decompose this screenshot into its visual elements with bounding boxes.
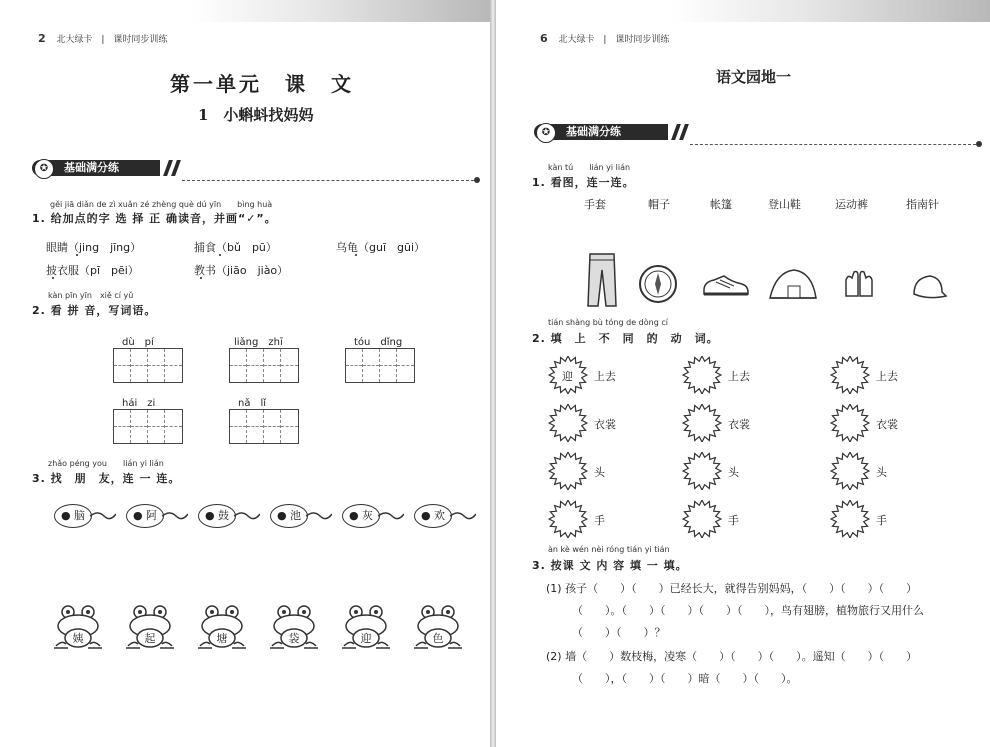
q1-item: 捕食（bǔ pū） <box>194 241 277 254</box>
grid-pinyin: hái zi <box>122 398 156 409</box>
answer-burst[interactable] <box>682 500 722 538</box>
grid-pinyin: dù pí <box>122 337 154 348</box>
item-word: 帐篷 <box>710 198 732 211</box>
emphasis-dot <box>200 277 202 279</box>
answer-burst[interactable] <box>830 404 870 442</box>
writing-grid[interactable] <box>113 348 183 383</box>
item-word: 登山鞋 <box>768 198 801 211</box>
brand: 北大绿卡 <box>56 35 93 45</box>
tadpole-tail <box>162 508 188 522</box>
verb-object: 上去 <box>594 370 616 383</box>
page-header <box>540 32 669 45</box>
header-separator: | <box>603 35 607 45</box>
frog-character: 迎 <box>360 632 372 645</box>
emphasis-dot <box>355 254 357 256</box>
brand: 北大绿卡 <box>558 35 595 45</box>
item-word: 帽子 <box>648 198 670 211</box>
frog-character: 色 <box>432 632 444 645</box>
verb-object: 头 <box>876 466 887 479</box>
answer-burst[interactable] <box>830 500 870 538</box>
series-name: 课时同步训练 <box>615 35 670 45</box>
item-word: 手套 <box>584 198 606 211</box>
answer-burst[interactable] <box>682 404 722 442</box>
cap-icon <box>908 272 948 300</box>
q3-question: 3. 按课 文 内 容 填 一 填。 <box>532 559 688 572</box>
hiking-shoe-icon <box>702 272 750 298</box>
section-banner-label: 基础满分练 <box>64 161 119 174</box>
frog-character: 袋 <box>288 632 300 645</box>
header-band <box>190 0 490 22</box>
answer-burst[interactable] <box>548 404 588 442</box>
writing-grid[interactable] <box>113 409 183 444</box>
grid-pinyin: tóu dǐng <box>354 337 403 348</box>
grid-pinyin: nǎ lǐ <box>238 398 267 409</box>
q1-pinyin: gěi jiā diǎn de zì xuǎn zé zhèng què dú yīn bìng huà <box>50 200 273 209</box>
q2-question: 2. 看 拼 音，写词语。 <box>32 304 157 317</box>
tadpole[interactable]: ● 欢 <box>414 504 452 528</box>
answer-burst[interactable] <box>830 356 870 394</box>
q2-pinyin: kàn pīn yīn xiě cí yǔ <box>48 291 134 300</box>
answer-burst[interactable] <box>548 500 588 538</box>
fill-line[interactable]: （ ）。（ ）（ ）（ ）（ ），鸟有翅膀，植物旅行又用什么 <box>572 604 924 617</box>
q1-item: 披衣服（pī pēi） <box>46 264 139 277</box>
verb-object: 头 <box>594 466 605 479</box>
section-banner <box>534 124 668 140</box>
compass-icon <box>638 264 678 304</box>
verb-object: 手 <box>876 514 887 527</box>
divider-end-dot <box>474 177 480 183</box>
q3-pinyin: zhǎo péng you lián yi lián <box>48 459 164 468</box>
answer-burst[interactable] <box>682 356 722 394</box>
right-page <box>496 0 990 747</box>
section-banner <box>32 160 160 176</box>
page-title: 语文园地一 <box>716 68 792 86</box>
verb-object: 衣裳 <box>728 418 750 431</box>
answer-burst[interactable] <box>830 452 870 490</box>
emphasis-dot <box>52 277 54 279</box>
section-divider <box>690 144 976 145</box>
verb-object: 手 <box>728 514 739 527</box>
frog-character: 起 <box>144 632 156 645</box>
pants-icon <box>584 252 620 308</box>
section-banner-label: 基础满分练 <box>566 125 621 138</box>
fill-line[interactable]: （ ）（ ）？ <box>572 626 666 639</box>
unit-title: 第一单元 课 文 <box>170 72 354 96</box>
page-header <box>38 32 167 45</box>
q2-pinyin: tián shàng bù tóng de dòng cí <box>548 318 668 327</box>
banner-slash <box>679 124 689 140</box>
left-page <box>0 0 490 747</box>
emphasis-dot <box>76 254 78 256</box>
frog-character: 塘 <box>216 632 228 645</box>
banner-slash <box>171 160 181 176</box>
verb-object: 上去 <box>876 370 898 383</box>
verb-object: 头 <box>728 466 739 479</box>
page-number: 2 <box>38 32 46 45</box>
tadpole[interactable]: ● 阿 <box>126 504 164 528</box>
gloves-icon <box>842 268 876 302</box>
section-divider <box>182 180 474 181</box>
divider-end-dot <box>976 141 982 147</box>
item-word: 指南针 <box>906 198 939 211</box>
item-word: 运动裤 <box>835 198 868 211</box>
q3-pinyin: àn kè wén nèi róng tián yi tián <box>548 545 670 554</box>
q1-question: 1. 看图，连一连。 <box>532 176 635 189</box>
tadpole[interactable]: ● 鼓 <box>198 504 236 528</box>
verb-object: 上去 <box>728 370 750 383</box>
q3-question: 3. 找 朋 友，连 一 连。 <box>32 472 181 485</box>
writing-grid[interactable] <box>229 409 299 444</box>
medal-icon: ✪ <box>34 159 54 179</box>
grid-pinyin: liǎng zhī <box>234 337 283 348</box>
q1-question: 1. 给加点的字 选 择 正 确读音，并画“✓”。 <box>32 212 277 225</box>
frog-character: 姨 <box>72 632 84 645</box>
verb-object: 手 <box>594 514 605 527</box>
q1-item: 乌龟（guī gūi） <box>336 241 426 254</box>
tadpole[interactable]: ● 灰 <box>342 504 380 528</box>
emphasis-dot <box>219 254 221 256</box>
tadpole-tail <box>378 508 404 522</box>
verb-object: 衣裳 <box>876 418 898 431</box>
writing-grid[interactable] <box>229 348 299 383</box>
q1-item: 教书（jiāo jiào） <box>194 264 289 277</box>
q1-pinyin: kàn tú lián yi lián <box>548 163 631 172</box>
tadpole[interactable]: ● 脑 <box>54 504 92 528</box>
tadpole-tail <box>450 508 476 522</box>
sample-verb: 迎 <box>562 370 573 383</box>
tadpole[interactable]: ● 池 <box>270 504 308 528</box>
tadpole-tail <box>234 508 260 522</box>
fill-line[interactable]: (2) 墙（ ）数枝梅，凌寒（ ）（ ）（ ）。遥知（ ）（ ） <box>546 650 918 663</box>
medal-icon: ✪ <box>536 123 556 143</box>
header-separator: | <box>101 35 105 45</box>
tadpole-tail <box>90 508 116 522</box>
page-number: 6 <box>540 32 548 45</box>
fill-line[interactable]: (1) 孩子（ ）（ ）已经长大，就得告别妈妈，（ ）（ ）（ ） <box>546 582 918 595</box>
header-band <box>670 0 990 22</box>
series-name: 课时同步训练 <box>113 35 168 45</box>
answer-burst[interactable] <box>548 452 588 490</box>
writing-grid[interactable] <box>345 348 415 383</box>
q2-question: 2. 填 上 不 同 的 动 词。 <box>532 332 719 345</box>
answer-burst[interactable] <box>682 452 722 490</box>
lesson-title: 1 小蝌蚪找妈妈 <box>198 106 314 124</box>
fill-line[interactable]: （ ），（ ）（ ）暗（ ）（ ）。 <box>572 672 798 685</box>
tent-icon <box>768 268 818 302</box>
tadpole-tail <box>306 508 332 522</box>
verb-object: 衣裳 <box>594 418 616 431</box>
q1-item: 眼睛（jing jīng） <box>46 241 142 254</box>
